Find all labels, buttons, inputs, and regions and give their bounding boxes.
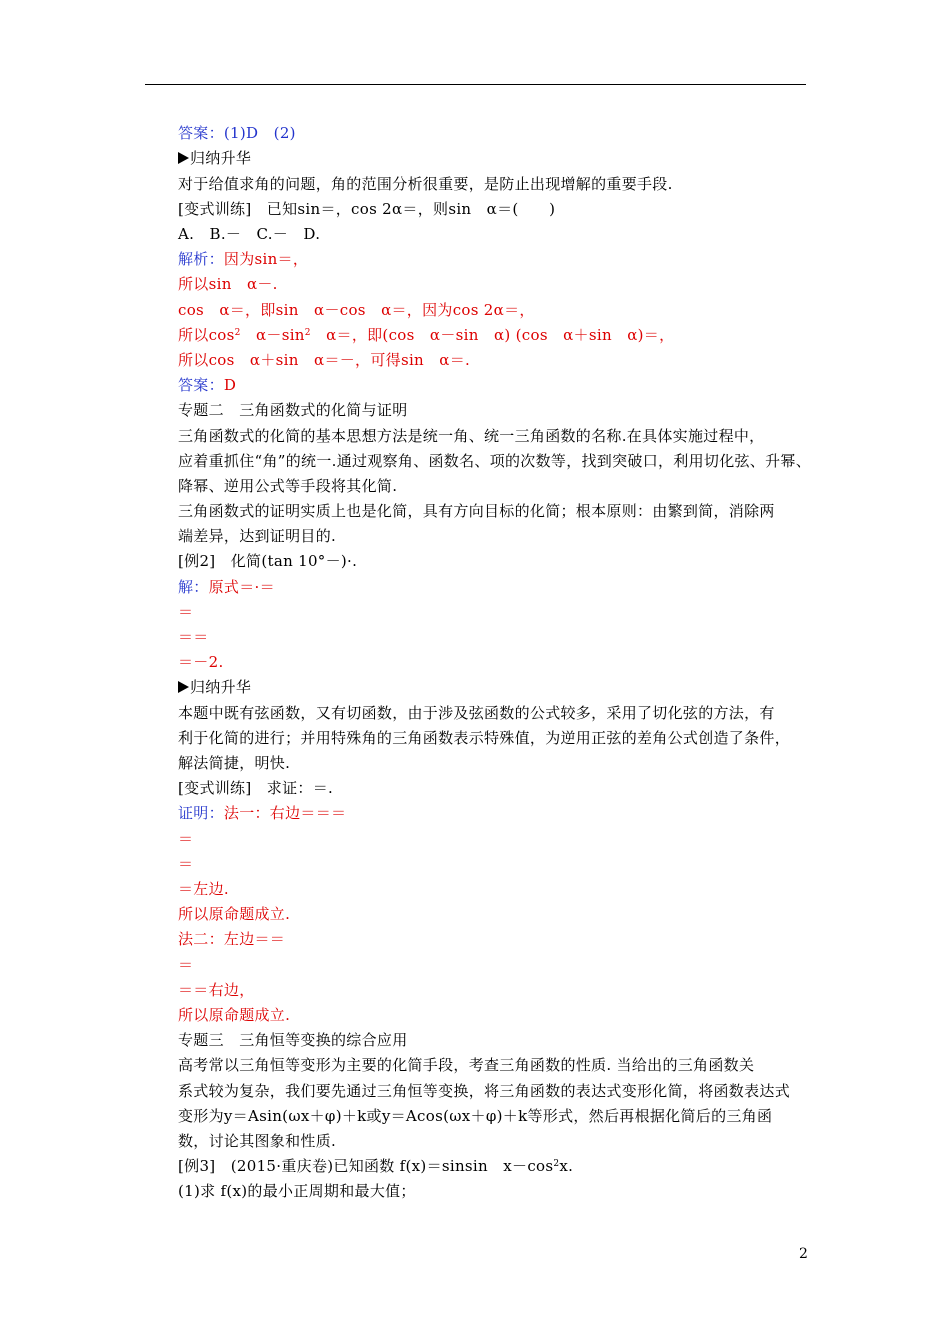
solution-line: ＝＝ (178, 628, 209, 646)
proof-line: ＝ (178, 855, 194, 873)
text-line: 利于化简的进行；并用特殊角的三角函数表示特殊值，为逆用正弦的差角公式创造了条件， (178, 729, 791, 747)
answer-value: (1)D (2) (223, 124, 296, 142)
text-line: 降幂、逆用公式等手段将其化简. (178, 477, 398, 495)
example-2-line: [例2] 化简(tan 10°－)·. (178, 552, 358, 570)
solution-line: 解：原式＝·＝ (178, 578, 275, 596)
solution-line: cos α＝，即sin α－cos α＝，因为cos 2α＝， (178, 301, 535, 319)
proof-line: 法二：左边＝＝ (178, 930, 286, 948)
summary-heading-2: 归纳升华 (178, 677, 251, 697)
header-rule (145, 84, 806, 85)
text-line: 三角函数式的证明实质上也是化简，具有方向目标的化简；根本原则：由繁到简，消除两 (178, 502, 775, 520)
section-heading-2: 专题二 三角函数式的化简与证明 (178, 401, 408, 419)
text-line: 三角函数式的化简的基本思想方法是统一角、统一三角函数的名称.在具体实施过程中， (178, 427, 765, 445)
proof-line: 所以原命题成立. (178, 905, 291, 923)
answer-line-2: 答案：D (178, 376, 237, 394)
text-line: 变形为y＝Asin(ωx＋φ)＋k或y＝Acos(ωx＋φ)＋k等形式，然后再根据化简后的三角函 (178, 1107, 773, 1125)
example-3-line: [例3] (2015·重庆卷)已知函数 f(x)＝sinsin $x-\cos^2x$. (178, 1157, 574, 1175)
analysis-label: 解析： (178, 250, 224, 268)
text-line: 应着重抓住“角”的统一.通过观察角、函数名、项的次数等，找到突破口，利用切化弦、升幂、 (178, 452, 812, 470)
text-line: 解法简捷，明快. (178, 754, 291, 772)
choices-line: A. B.－ C.－ D. (178, 225, 321, 243)
text-line: 本题中既有弦函数，又有切函数，由于涉及弦函数的公式较多，采用了切化弦的方法，有 (178, 704, 775, 722)
solution-line: 所以sin α－. (178, 275, 278, 293)
solution-line: ＝－2. (178, 653, 224, 671)
proof-line: 证明：法一：右边＝＝＝ (178, 804, 347, 822)
solution-label: 解： (178, 578, 209, 596)
triangle-icon (178, 152, 189, 164)
proof-line: 所以原命题成立. (178, 1006, 291, 1024)
proof-label: 证明： (178, 804, 224, 822)
exercise-line: [变式训练] 已知sin＝，cos 2α＝，则sin α＝( ) (178, 200, 556, 218)
text-line: 数，讨论其图象和性质. (178, 1132, 337, 1150)
exercise-line: [变式训练] 求证：＝. (178, 779, 334, 797)
triangle-icon (178, 681, 189, 693)
text-line: 系式较为复杂，我们要先通过三角恒等变换，将三角函数的表达式变形化简，将函数表达式 (178, 1082, 791, 1100)
proof-line: ＝＝右边， (178, 981, 255, 999)
solution-line: ＝ (178, 603, 194, 621)
question-line: (1)求 f(x)的最小正周期和最大值； (178, 1182, 416, 1200)
text-line: 高考常以三角恒等变形为主要的化简手段，考查三角函数的性质. 当给出的三角函数关 (178, 1056, 755, 1074)
text-line: 对于给值求角的问题，角的范围分析很重要，是防止出现增解的重要手段. (178, 175, 673, 193)
proof-line: ＝ (178, 830, 194, 848)
analysis-line: 解析：因为sin＝， (178, 250, 309, 268)
summary-heading-1: 归纳升华 (178, 148, 251, 168)
answer-line-1 (178, 123, 296, 143)
proof-line: ＝ (178, 956, 194, 974)
page-number: 2 (799, 1246, 808, 1262)
solution-line: 所以cos α＋sin α＝－，可得sin α＝. (178, 351, 471, 369)
section-heading-3: 专题三 三角恒等变换的综合应用 (178, 1031, 408, 1049)
answer-label: 答案： (178, 376, 224, 394)
text-line: 端差异，达到证明目的. (178, 527, 337, 545)
solution-line: 所以$\cos^2$ $\alpha-\sin^2$ α＝，即(cos α－sin α) (cos α＋sin α)＝， (178, 326, 675, 344)
proof-line: ＝左边. (178, 880, 229, 898)
answer-label: 答案： (178, 124, 224, 142)
